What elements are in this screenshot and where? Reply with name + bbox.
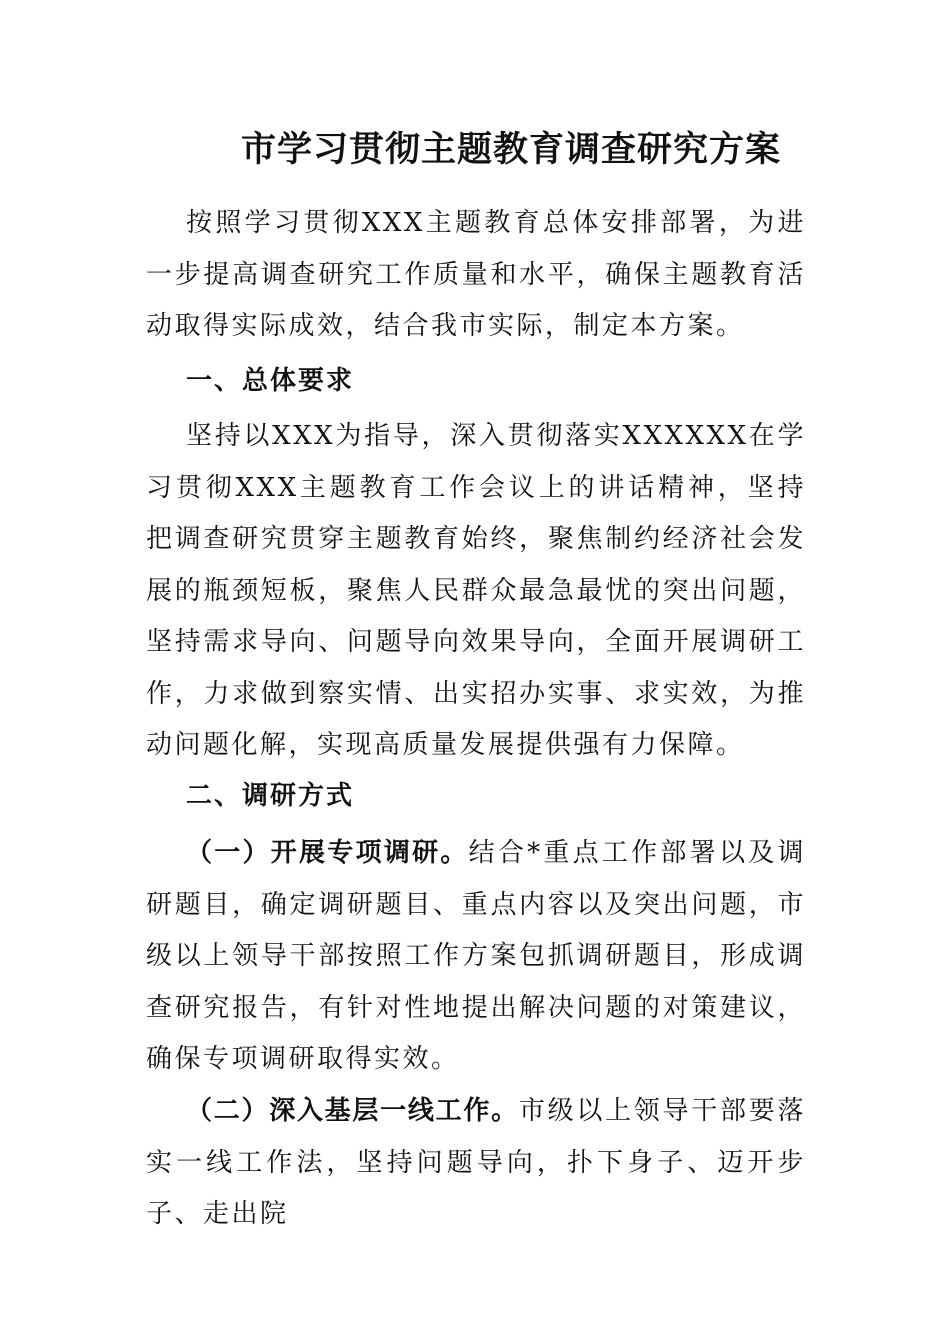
item-2-lead: （二）深入基层一线工作。 — [186, 1096, 519, 1126]
item-2-body: 市级以上领导干部要落实一线工作法，坚持问题导向，扑下身子、迈开步子、走出院 — [146, 1096, 806, 1229]
general-requirements-paragraph: 坚持以XXX为指导，深入贯彻落实XXXXXX在学习贯彻XXX主题教育工作会议上的讲话精神，坚持把调查研究贯穿主题教育始终，聚焦制约经济社会发展的瓶颈短板，聚焦人民群众最急最忧的突出问题，坚持需求导向、问题导向效果导向，全面开展调研工作，力求做到察实情、出实招办实事、求实效，为推动问题化解，实现高质量发展提供强有力保障。 — [146, 421, 806, 760]
item-1-body: 结合*重点工作部署以及调研题目，确定调研题目、重点内容以及突出问题，市级以上领导干部按照工作方案包抓调研题目，形成调查研究报告，有针对性地提出解决问题的对策建议，确保专项调研取得实效。 — [146, 838, 806, 1074]
intro-paragraph: 按照学习贯彻XXX主题教育总体安排部署，为进一步提高调查研究工作质量和水平，确保主题教育活动取得实际成效，结合我市实际，制定本方案。 — [146, 208, 806, 341]
section-heading-research-methods: 二、调研方式 — [186, 781, 355, 811]
section-heading-general-requirements: 一、总体要求 — [186, 366, 355, 396]
item-1-lead: （一）开展专项调研。 — [186, 838, 469, 868]
research-method-item-2 — [146, 1086, 806, 1241]
document-title: 市学习贯彻主题教育调查研究方案 — [240, 129, 781, 170]
research-method-item-1 — [146, 828, 806, 1086]
